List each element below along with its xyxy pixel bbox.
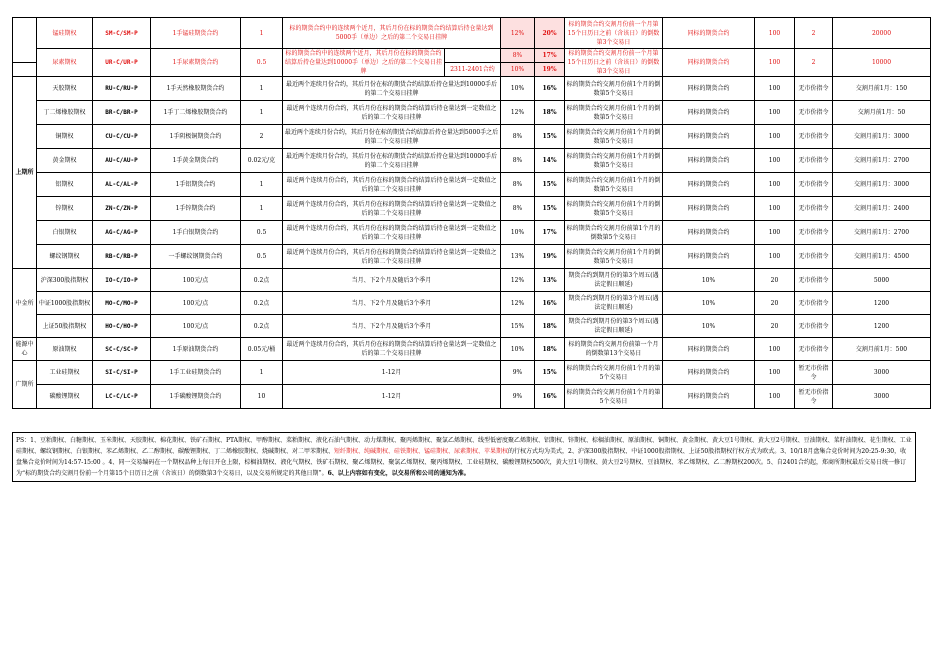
- exchange-cell-blank: [13, 18, 37, 63]
- position-limit: 交割月前1月：2700: [833, 149, 931, 173]
- last-trading-day: 标的期货合约交割月份前第一个月的倒数第13个交易日: [565, 338, 663, 361]
- position-limit: 交割月前1月：150: [833, 77, 931, 101]
- option-code: ZN-C/ZN-P: [93, 197, 151, 221]
- position-limit: 交割月前1月：3000: [833, 173, 931, 197]
- tick-size: 0.2点: [241, 269, 283, 292]
- position-limit: 10000: [833, 49, 931, 77]
- option-name: 铜期权: [37, 125, 93, 149]
- table-row: [13, 77, 931, 101]
- table-row: [13, 125, 931, 149]
- table-row: [13, 49, 931, 63]
- margin-1a: 8%: [501, 49, 535, 63]
- position-limit: 20000: [833, 18, 931, 49]
- position-limit: 交割月前1月：50: [833, 101, 931, 125]
- option-code: UR-C/UR-P: [93, 49, 151, 77]
- option-name: 锰硅期权: [37, 18, 93, 49]
- listing-rule: 最近两个连续月份合约，其后月份在标的期货合约结算后持仓量达到10000手后的第二个交易日挂牌: [283, 77, 501, 101]
- contract-unit: 100元/点: [151, 292, 241, 315]
- listing-rule: 最近两个连续月份合约，其后月份在标的期货合约结算后持仓量达到一定数值之后的第二个交易日挂牌: [283, 245, 501, 269]
- tick-size: 1: [241, 101, 283, 125]
- multiplier: 100: [755, 173, 795, 197]
- margin-1: 8%: [501, 149, 535, 173]
- last-trading-day: 标的期货合约交割月份前1个月的倒数第5个交易日: [565, 101, 663, 125]
- last-trading-day: 标的期货合约交割月份前一个月第15个日历日之前（含该日）的倒数第3个交易日: [565, 49, 663, 77]
- option-name: 铝期权: [37, 173, 93, 197]
- last-trading-day: 标的期货合约交割月份前1个月的倒数第5个交易日: [565, 173, 663, 197]
- table-row: [13, 338, 931, 361]
- margin-2: 16%: [535, 385, 565, 409]
- contract-range: 2311-2401合约: [445, 63, 501, 77]
- options-spec-table: [12, 17, 931, 409]
- option-code: BR-C/BR-P: [93, 101, 151, 125]
- last-trading-day: 标的期货合约交割月份前1个月的倒数第5个交易日: [565, 149, 663, 173]
- option-name: 天胶期权: [37, 77, 93, 101]
- option-code: SC-C/SC-P: [93, 338, 151, 361]
- multiplier: 100: [755, 149, 795, 173]
- option-code: SI-C/SI-P: [93, 361, 151, 385]
- multiplier: 100: [755, 361, 795, 385]
- multiplier: 100: [755, 77, 795, 101]
- order-limit: 暂无市价指令: [795, 361, 833, 385]
- contract-unit: 1手原油期货合约: [151, 338, 241, 361]
- multiplier: 20: [755, 292, 795, 315]
- position-limit: 交割月前1月：2400: [833, 197, 931, 221]
- margin-1: 10%: [501, 221, 535, 245]
- tick-size: 0.2点: [241, 292, 283, 315]
- contract-unit: 1手碳酸锂期货合约: [151, 385, 241, 409]
- multiplier: 100: [755, 49, 795, 77]
- margin-2: 17%: [535, 221, 565, 245]
- table-row: [13, 101, 931, 125]
- table-row: [13, 18, 931, 49]
- tick-size: 1: [241, 77, 283, 101]
- option-name: 上证50股指期权: [37, 315, 93, 338]
- last-trading-day: 标的期货合约交割月份前1个月的倒数第5个交易日: [565, 125, 663, 149]
- option-code: MO-C/MO-P: [93, 292, 151, 315]
- option-name: 尿素期权: [37, 49, 93, 77]
- option-name: 原油期权: [37, 338, 93, 361]
- last-trading-day: 期货合约到期月份的第3个周五(遇法定假日顺延): [565, 315, 663, 338]
- delivery: 10%: [663, 269, 755, 292]
- margin-1: 12%: [501, 269, 535, 292]
- tick-size: 0.2点: [241, 315, 283, 338]
- tick-size: 0.5: [241, 221, 283, 245]
- delivery: 同标的期货合约: [663, 173, 755, 197]
- order-limit: 无市价指令: [795, 221, 833, 245]
- contract-unit: 1手尿素期货合约: [151, 49, 241, 77]
- option-name: 丁二烯橡胶期权: [37, 101, 93, 125]
- margin-2: 13%: [535, 269, 565, 292]
- table-row: [13, 245, 931, 269]
- margin-1: 8%: [501, 125, 535, 149]
- multiplier: 100: [755, 221, 795, 245]
- last-trading-day: 期货合约到期月份的第3个周五(遇法定假日顺延): [565, 269, 663, 292]
- margin-2b: 19%: [535, 63, 565, 77]
- option-name: 工业硅期权: [37, 361, 93, 385]
- margin-1: 8%: [501, 173, 535, 197]
- order-limit: 暂无市价指令: [795, 385, 833, 409]
- exchange-label: 中金所: [13, 269, 37, 338]
- listing-rule: 最近两个连续月份合约，其后月份在标的期货合约结算后持仓量达到一定数值之后的第二个交易日挂牌: [283, 197, 501, 221]
- notes-disclaimer: 6、以上内容如有变化，以交易所和公司的通知为准。: [327, 470, 470, 477]
- margin-2: 18%: [535, 101, 565, 125]
- contract-unit: 1手白银期货合约: [151, 221, 241, 245]
- order-limit: 2: [795, 18, 833, 49]
- margin-1: 10%: [501, 77, 535, 101]
- limit-blank: [445, 49, 501, 63]
- listing-rule: 当月、下2个月及随后3个季月: [283, 315, 501, 338]
- delivery: 同标的期货合约: [663, 125, 755, 149]
- multiplier: 100: [755, 338, 795, 361]
- option-code: IO-C/IO-P: [93, 269, 151, 292]
- tick-size: 0.5: [241, 49, 283, 77]
- listing-rule: 最近两个连续月份合约，其后月份在标的期货合约结算后持仓量达到10000手后的第二个交易日挂牌: [283, 149, 501, 173]
- listing-rule: 最近两个连续月份合约，其后月份在标的期货合约结算后持仓量达到一定数值之后的第二个交易日挂牌: [283, 173, 501, 197]
- contract-unit: 1手锌期货合约: [151, 197, 241, 221]
- notes-part-2: 的行权方式均为美式，2、沪深300股指期权、中证1000股指期权、上证50股指期权行权方式为欧式。3、10/18月盘集合竞价时间为20:25-9:30，收盘集合竞价时间为14:57-15:00 。4、同一交易编码在一个期权品种上每日开仓上限，棕榈油期权、液化气期权、铁矿石期权、聚乙烯期权、聚氯乙烯期权、聚丙烯期权、工业硅期权、碳酸锂期权500次，黄大豆1号期权、黄大豆2号期权、豆油期权、苯乙烯期权、乙二醇期权200次。5、自2401合约起，郑商所期权最后交易日统一修订为“标的期货合约交割月份前一个月第15个日历日之前（含该日）的倒数第3个交易日，以及交易所规定的其他日期”。: [16, 448, 907, 477]
- option-name: 螺纹钢期权: [37, 245, 93, 269]
- order-limit: 无市价指令: [795, 292, 833, 315]
- tick-size: 0.02元/克: [241, 149, 283, 173]
- tick-size: 10: [241, 385, 283, 409]
- last-trading-day: 标的期货合约交割月份前1个月的倒数第5个交易日: [565, 245, 663, 269]
- option-code: CU-C/CU-P: [93, 125, 151, 149]
- margin-2: 16%: [535, 292, 565, 315]
- order-limit: 无市价指令: [795, 269, 833, 292]
- exchange-cell-blank: [13, 63, 37, 77]
- last-trading-day: 标的期货合约交割月份前1个月的第5个交易日: [565, 361, 663, 385]
- delivery: 同标的期货合约: [663, 49, 755, 77]
- delivery: 10%: [663, 292, 755, 315]
- tick-size: 1: [241, 197, 283, 221]
- delivery: 同标的期货合约: [663, 197, 755, 221]
- delivery: 同标的期货合约: [663, 245, 755, 269]
- option-code: AG-C/AG-P: [93, 221, 151, 245]
- order-limit: 无市价指令: [795, 125, 833, 149]
- table-row: [13, 361, 931, 385]
- contract-unit: 1手工业硅期货合约: [151, 361, 241, 385]
- multiplier: 100: [755, 385, 795, 409]
- margin-2: 20%: [535, 18, 565, 49]
- margin-2: 19%: [535, 245, 565, 269]
- option-name: 白银期权: [37, 221, 93, 245]
- delivery: 同标的期货合约: [663, 338, 755, 361]
- multiplier: 20: [755, 315, 795, 338]
- tick-size: 2: [241, 125, 283, 149]
- exchange-label: 广期所: [13, 361, 37, 409]
- multiplier: 100: [755, 125, 795, 149]
- notes-highlight: 短纤期权、纯碱期权、硅铁期权、锰硅期权、尿素期权、苹果期权: [334, 448, 509, 455]
- margin-1: 9%: [501, 361, 535, 385]
- position-limit: 1200: [833, 315, 931, 338]
- delivery: 同标的期货合约: [663, 385, 755, 409]
- option-name: 黄金期权: [37, 149, 93, 173]
- margin-1b: 10%: [501, 63, 535, 77]
- margin-2: 15%: [535, 361, 565, 385]
- order-limit: 无市价指令: [795, 149, 833, 173]
- contract-unit: 1手铝期货合约: [151, 173, 241, 197]
- contract-unit: 100元/点: [151, 315, 241, 338]
- margin-1: 12%: [501, 18, 535, 49]
- listing-rule: 当月、下2个月及随后3个季月: [283, 269, 501, 292]
- multiplier: 100: [755, 197, 795, 221]
- order-limit: 无市价指令: [795, 197, 833, 221]
- delivery: 同标的期货合约: [663, 361, 755, 385]
- multiplier: 100: [755, 101, 795, 125]
- option-code: RU-C/RU-P: [93, 77, 151, 101]
- position-limit: 3000: [833, 385, 931, 409]
- last-trading-day: 标的期货合约交割月份前1个月的倒数第5个交易日: [565, 77, 663, 101]
- margin-1: 10%: [501, 338, 535, 361]
- margin-2: 18%: [535, 338, 565, 361]
- margin-1: 9%: [501, 385, 535, 409]
- position-limit: 交割月前1月：2700: [833, 221, 931, 245]
- position-limit: 交割月前1月：4500: [833, 245, 931, 269]
- contract-unit: 1手丁二烯橡胶期货合约: [151, 101, 241, 125]
- last-trading-day: 标的期货合约交割月份前一个月第15个日历日之前（含该日）的倒数第3个交易日: [565, 18, 663, 49]
- order-limit: 无市价指令: [795, 173, 833, 197]
- margin-1: 12%: [501, 101, 535, 125]
- tick-size: 1: [241, 173, 283, 197]
- listing-rule: 当月、下2个月及随后3个季月: [283, 292, 501, 315]
- listing-rule: 最近两个连续月份合约，其后月份在标的期货合约结算后持仓量达到一定数值之后的第二个交易日挂牌: [283, 221, 501, 245]
- option-code: AL-C/AL-P: [93, 173, 151, 197]
- option-name: 碳酸锂期权: [37, 385, 93, 409]
- delivery: 同标的期货合约: [663, 18, 755, 49]
- option-code: LC-C/LC-P: [93, 385, 151, 409]
- delivery: 同标的期货合约: [663, 77, 755, 101]
- multiplier: 100: [755, 18, 795, 49]
- order-limit: 无市价指令: [795, 101, 833, 125]
- margin-2: 15%: [535, 173, 565, 197]
- multiplier: 20: [755, 269, 795, 292]
- position-limit: 1200: [833, 292, 931, 315]
- delivery: 同标的期货合约: [663, 101, 755, 125]
- margin-2: 14%: [535, 149, 565, 173]
- position-limit: 3000: [833, 361, 931, 385]
- table-row: [13, 292, 931, 315]
- option-code: HO-C/HO-P: [93, 315, 151, 338]
- margin-1: 8%: [501, 197, 535, 221]
- listing-rule: 标的期货合约中的连续两个近月，其后月份在标的期货合约结算后持仓量达到10000手（单边）之后的第二个交易日挂牌: [283, 49, 445, 77]
- listing-rule: 1-12月: [283, 385, 501, 409]
- table-row: [13, 197, 931, 221]
- margin-1: 12%: [501, 292, 535, 315]
- listing-rule: 标的期货合约中的连续两个近月，其后月份在标的期货合约结算后持仓量达到5000手（单边）之后的第二个交易日挂牌: [283, 18, 501, 49]
- order-limit: 2: [795, 49, 833, 77]
- option-code: SM-C/SM-P: [93, 18, 151, 49]
- delivery: 10%: [663, 315, 755, 338]
- listing-rule: 1-12月: [283, 361, 501, 385]
- margin-2: 15%: [535, 197, 565, 221]
- position-limit: 5000: [833, 269, 931, 292]
- contract-unit: 100元/点: [151, 269, 241, 292]
- table-row: [13, 269, 931, 292]
- order-limit: 无市价指令: [795, 245, 833, 269]
- contract-unit: 1手阴极铜期货合约: [151, 125, 241, 149]
- option-code: AU-C/AU-P: [93, 149, 151, 173]
- last-trading-day: 标的期货合约交割月份前1个月的倒数第5个交易日: [565, 197, 663, 221]
- listing-rule: 最近两个连续月份合约，其后月份在标的期货合约结算后持仓量达到一定数值之后的第二个交易日挂牌: [283, 338, 501, 361]
- delivery: 同标的期货合约: [663, 149, 755, 173]
- order-limit: 无市价指令: [795, 338, 833, 361]
- margin-2: 16%: [535, 77, 565, 101]
- position-limit: 交割月前1月：500: [833, 338, 931, 361]
- table-row: [13, 149, 931, 173]
- listing-rule: 最近两个连续月份合约，其后月份在标的期货合约结算后持仓量达到一定数值之后的第二个交易日挂牌: [283, 101, 501, 125]
- tick-size: 1: [241, 18, 283, 49]
- footnotes: [12, 432, 916, 482]
- contract-unit: 1手锰硅期货合约: [151, 18, 241, 49]
- order-limit: 无市价指令: [795, 77, 833, 101]
- last-trading-day: 标的期货合约交割月份前第1个月的倒数第5个交易日: [565, 221, 663, 245]
- tick-size: 1: [241, 361, 283, 385]
- contract-unit: 1手黄金期货合约: [151, 149, 241, 173]
- contract-unit: 一手螺纹钢期货合约: [151, 245, 241, 269]
- last-trading-day: 期货合约到期月份的第3个周五(遇法定假日顺延): [565, 292, 663, 315]
- option-code: RB-C/RB-P: [93, 245, 151, 269]
- table-row: [13, 385, 931, 409]
- option-name: 锌期权: [37, 197, 93, 221]
- table-row: [13, 315, 931, 338]
- tick-size: 0.5: [241, 245, 283, 269]
- margin-1: 15%: [501, 315, 535, 338]
- last-trading-day: 标的期货合约交割月份前1个月的第5个交易日: [565, 385, 663, 409]
- tick-size: 0.05元/桶: [241, 338, 283, 361]
- table-row: [13, 173, 931, 197]
- option-name: 中证1000股指期权: [37, 292, 93, 315]
- notes-part-1: PS：1、豆粕期权、白糖期权、玉米期权、天胶期权、棉花期权、铁矿石期权、PTA期权、甲醇期权、菜粕期权、液化石油气期权、动力煤期权、聚丙烯期权、聚氯乙烯期权、线型低密度聚乙烯期权、铝期权、锌期权、棕榈油期权、原油期权、铜期权、黄金期权、黄大豆1号期权、黄大豆2号期权、豆油期权、菜籽油期权、花生期权、工业硅期权、螺纹钢期权、白银期权、苯乙烯期权、乙二醇期权、碳酸锂期权、丁二烯橡胶期权、烧碱期权、对二甲苯期权、: [16, 437, 912, 455]
- exchange-label: 上期所: [13, 77, 37, 269]
- table-row: [13, 221, 931, 245]
- delivery: 同标的期货合约: [663, 221, 755, 245]
- listing-rule: 最近两个连续月份合约，其后月份在标的期货合约结算后持仓量达到5000手之后的第二个交易日挂牌: [283, 125, 501, 149]
- margin-1: 13%: [501, 245, 535, 269]
- option-name: 沪深300股指期权: [37, 269, 93, 292]
- margin-2: 15%: [535, 125, 565, 149]
- margin-2: 18%: [535, 315, 565, 338]
- margin-2a: 17%: [535, 49, 565, 63]
- contract-unit: 1手天然橡胶期货合约: [151, 77, 241, 101]
- multiplier: 100: [755, 245, 795, 269]
- exchange-label: 能源中心: [13, 338, 37, 361]
- position-limit: 交割月前1月：3000: [833, 125, 931, 149]
- order-limit: 无市价指令: [795, 315, 833, 338]
